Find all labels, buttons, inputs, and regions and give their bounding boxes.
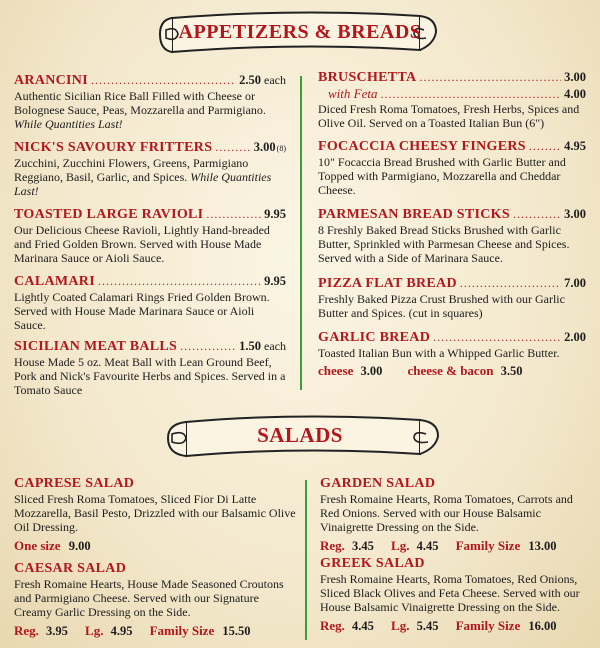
appetizers-title: APPETIZERS & BREADS (178, 21, 422, 43)
large-price: 4.45 (416, 538, 439, 553)
salads-title: SALADS (257, 423, 343, 447)
extra-cheese-bacon-label: cheese & bacon (407, 363, 494, 379)
regular-price: 3.95 (46, 623, 68, 638)
large-price: 5.45 (416, 618, 439, 633)
item-name: CALAMARI (14, 274, 95, 289)
column-divider (300, 76, 302, 390)
item-name: NICK'S SAVOURY FRITTERS (14, 140, 213, 155)
price-suffix: each (264, 339, 286, 353)
menu-item-garlic-bread (318, 330, 586, 379)
extra-cheese-bacon-price: 3.50 (500, 364, 523, 379)
menu-item-focaccia-cheesy-fingers (318, 139, 586, 198)
item-description: Sliced Fresh Roma Tomatoes, Sliced Fior Di Latte Mozzarella, Basil Pesto, Drizzled with our Balsamic Olive Oil Dressing. (14, 492, 296, 535)
leader-dots (180, 339, 236, 354)
piece-count: (8) (276, 144, 286, 153)
item-price: 1.50 (239, 339, 262, 353)
menu-item-toasted-large-ravioli (14, 207, 286, 266)
menu-item-calamari (14, 274, 286, 333)
leader-dots (460, 276, 561, 291)
salads-banner (0, 410, 600, 462)
large-price: 4.95 (110, 623, 133, 638)
large-label: Lg. (391, 537, 410, 553)
item-description: Fresh Romaine Hearts, House Made Seasoned Croutons and Parmigiano Cheese. Served with our Signature Creamy Garlic Dressing on the Side. (14, 577, 284, 620)
variant-price: 4.00 (564, 87, 586, 101)
menu-item-sicilian-meat-balls (14, 339, 286, 398)
menu-item-pizza-flat-bread (318, 276, 586, 320)
regular-label: Reg. (320, 617, 345, 633)
column-divider (305, 480, 307, 640)
large-label: Lg. (85, 622, 104, 638)
item-name: PARMESAN BREAD STICKS (318, 207, 510, 222)
appetizers-banner (0, 8, 600, 60)
item-description: Authentic Sicilian Rice Ball Filled with Cheese or Bolognese Sauce, Peas, Mozzarella and Parmigiano. While Quantities Last! (14, 89, 266, 132)
size-prices (14, 538, 296, 554)
item-description: Fresh Romaine Hearts, Roma Tomatoes, Red Onions, Sliced Black Olives and Feta Cheese. Served with our House Balsamic Vinaigrette Dressing on the Side. (320, 572, 580, 615)
item-price: 7.00 (564, 276, 586, 290)
extra-cheese-price: 3.00 (360, 364, 383, 379)
large-label: Lg. (391, 617, 410, 633)
item-description: Diced Fresh Roma Tomatoes, Fresh Herbs, Spices and Olive Oil. Served on a Toasted Italian Bun (6") (318, 102, 580, 131)
item-price: 2.50 (239, 73, 262, 87)
size-prices (320, 618, 592, 634)
leader-dots (529, 139, 561, 154)
item-name: PIZZA FLAT BREAD (318, 276, 457, 291)
item-name: TOASTED LARGE RAVIOLI (14, 207, 204, 222)
leader-dots (206, 207, 261, 222)
menu-item-caprese-salad (14, 476, 296, 554)
leader-dots (98, 274, 261, 289)
regular-label: Reg. (320, 537, 345, 553)
one-size-price: 9.00 (68, 538, 91, 553)
item-price: 9.95 (264, 274, 286, 288)
size-prices (14, 623, 296, 639)
menu-item-greek-salad (320, 556, 592, 634)
item-name: GARLIC BREAD (318, 330, 431, 345)
family-size-label: Family Size (149, 622, 215, 638)
menu-item-nicks-savoury-fritters (14, 140, 286, 199)
item-name: GREEK SALAD (320, 556, 425, 571)
regular-price: 4.45 (352, 618, 374, 633)
leader-dots (215, 140, 251, 155)
availability-note: While Quantities Last! (14, 117, 123, 132)
item-description: Our Delicious Cheese Ravioli, Lightly Hand-breaded and Fried Golden Brown. Served with House Made Marinara Sauce or Aioli Sauce. (14, 223, 270, 266)
price-suffix: each (264, 73, 286, 87)
item-price: 3.00 (253, 140, 276, 154)
item-price: 9.95 (264, 207, 286, 221)
family-size-price: 13.00 (528, 538, 557, 553)
extras-line (318, 363, 586, 379)
item-price: 3.00 (564, 207, 586, 221)
item-description: Freshly Baked Pizza Crust Brushed with our Garlic Butter and Spices. (cut in squares) (318, 292, 565, 321)
item-name: SICILIAN MEAT BALLS (14, 339, 178, 354)
availability-note: While Quantities Last! (14, 170, 272, 199)
family-size-price: 16.00 (528, 618, 557, 633)
extra-cheese-label: cheese (318, 363, 354, 379)
leader-dots (419, 70, 561, 85)
item-description: Lightly Coated Calamari Rings Fried Golden Brown. Served with House Made Marinara Sauce or Aioli Sauce. (14, 290, 270, 333)
item-price: 2.00 (564, 330, 586, 344)
menu-item-caesar-salad (14, 561, 296, 639)
item-description: 8 Freshly Baked Bread Sticks Brushed with Garlic Butter, Sprinkled with Parmesan Cheese and Spices. Served with a Side of Marinara Sauce. (318, 223, 570, 266)
item-price: 3.00 (564, 70, 586, 84)
item-name: ARANCINI (14, 73, 88, 88)
item-description: Toasted Italian Bun with a Whipped Garlic Butter. (318, 346, 560, 360)
item-variant: with Feta (328, 86, 378, 101)
menu-item-bruschetta (318, 70, 586, 130)
item-description: Fresh Romaine Hearts, Roma Tomatoes, Carrots and Red Onions. Served with our House Balsamic Vinaigrette Dressing on the Side. (320, 492, 573, 535)
leader-dots (380, 87, 561, 102)
family-size-label: Family Size (455, 537, 521, 553)
item-name: CAPRESE SALAD (14, 476, 135, 491)
leader-dots (91, 73, 236, 88)
item-price: 4.95 (564, 139, 586, 153)
leader-dots (513, 207, 561, 222)
regular-label: Reg. (14, 622, 39, 638)
menu-item-parmesan-bread-sticks (318, 207, 586, 266)
regular-price: 3.45 (352, 538, 374, 553)
size-prices (320, 538, 592, 554)
item-name: CAESAR SALAD (14, 561, 127, 576)
leader-dots (433, 330, 561, 345)
family-size-price: 15.50 (222, 623, 251, 638)
menu-item-arancini (14, 73, 286, 132)
menu-item-garden-salad (320, 476, 592, 554)
item-description: 10" Focaccia Bread Brushed with Garlic Butter and Topped with Parmigiano, Mozzarella and Cheddar Cheese. (318, 155, 566, 198)
item-name: GARDEN SALAD (320, 476, 436, 491)
family-size-label: Family Size (455, 617, 521, 633)
one-size-label: One size (14, 537, 61, 553)
item-name: BRUSCHETTA (318, 70, 417, 85)
item-description: House Made 5 oz. Meat Ball with Lean Ground Beef, Pork and Nick's Favourite Herbs and Spices. Served in a Tomato Sauce (14, 355, 286, 398)
item-name: FOCACCIA CHEESY FINGERS (318, 139, 526, 154)
item-description: Zucchini, Zucchini Flowers, Greens, Parmigiano Reggiano, Basil, Garlic, and Spices. While Quantities Last! (14, 156, 272, 199)
